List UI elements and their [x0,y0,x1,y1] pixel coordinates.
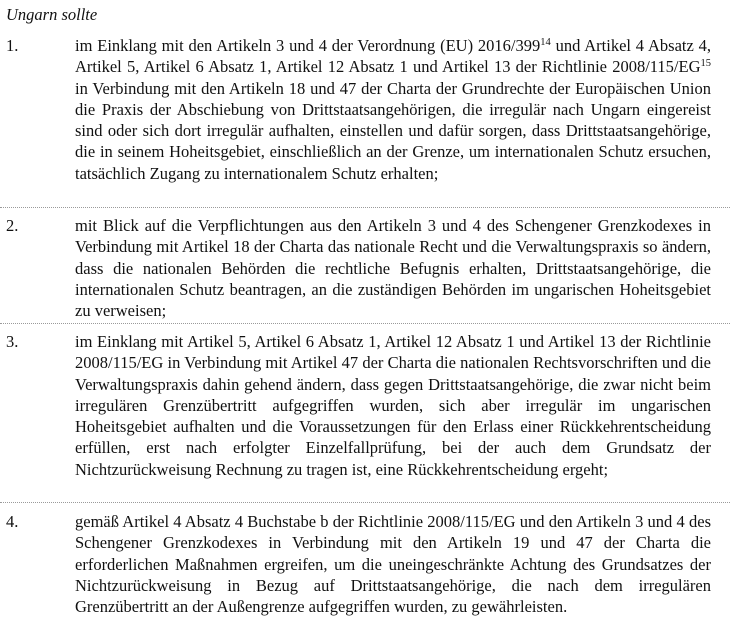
item-separator [0,207,730,208]
item-separator [0,323,730,324]
item-number: 2. [6,216,19,235]
footnote-ref-15[interactable]: 15 [700,58,711,70]
item-number: 4. [6,512,19,531]
item-text: gemäß Artikel 4 Absatz 4 Buchstabe b der Richtlinie 2008/115/EG und den Artikeln 3 und 4 des Schengener Grenzkodexes in Verbindung mit den Artikeln 19 und 47 der Charta die erforderlichen Maßnahmen ergreifen, um die uneingeschränkte Achtung des Grundsatzes der Nichtzurückweisung in Bezug auf Drittstaatsangehörige, die nach dem irregulären Grenzübertritt an der Außengrenze aufgegriffen wurden, zu gewährleisten. [75,512,711,617]
item-number: 1. [6,36,19,55]
item-text: im Einklang mit Artikel 5, Artikel 6 Absatz 1, Artikel 12 Absatz 1 und Artikel 13 der Richtlinie 2008/115/EG in Verbindung mit Artikel 47 der Charta die nationalen Rechtsvorschriften und die Verwaltungspraxis dahin gehend ändern, dass gegen Drittstaatsangehörige, die zwar nicht beim irregulären Grenzübertritt aufgegriffen wurden, sich aber irregulär im ungarischen Hoheitsgebiet aufhalten und die Voraussetzungen für den Erlass einer Rückkehrentscheidung erfüllen, erst nach erfolgter Einzelfallprüfung, bei der auch dem Grundsatz der Nichtzurückweisung Rechnung zu tragen ist, eine Rückkehrentscheidung ergeht; [75,332,711,479]
item-number: 3. [6,332,19,351]
document-heading: Ungarn sollte [6,5,98,24]
item-text [75,35,711,184]
footnote-ref-14[interactable]: 14 [540,37,551,48]
item-text: mit Blick auf die Verpflichtungen aus den Artikeln 3 und 4 des Schengener Grenzkodexes in Verbindung mit Artikel 18 der Charta das nationale Recht und die Verwaltungspraxis so ändern, dass die nationalen Behörden die rechtliche Befugnis erhalten, Drittstaatsangehörige, die internationalen Schutz beantragen, an die zuständigen Behörden im ungarischen Hoheitsgebiet zu verweisen; [75,216,711,321]
item-text-segment: in Verbindung mit den Artikeln 18 und 47 der Charta der Grundrechte der Europäischen Union die Praxis der Abschiebung von Drittstaatsangehörigen, die irregulär nach Ungarn eingereist sind oder sich dort irregulär aufhalten, einstellen und dafür sorgen, dass Drittstaatsangehörige, die in seinem Hoheitsgebiet, einschließlich an der Grenze, um internationalen Schutz ersuchen, tatsächlich Zugang zu internationalem Schutz erhalten; [75,78,711,183]
item-text-segment: im Einklang mit den Artikeln 3 und 4 der Verordnung (EU) 2016/399 [75,36,541,55]
item-separator [0,502,730,503]
item-text-segment: und Artikel 4 Absatz 4, Artikel 5, Artikel 6 Absatz 1, Artikel 12 Absatz 1 und Artikel 13 der Richtlinie 2008/115/EG [75,36,711,77]
